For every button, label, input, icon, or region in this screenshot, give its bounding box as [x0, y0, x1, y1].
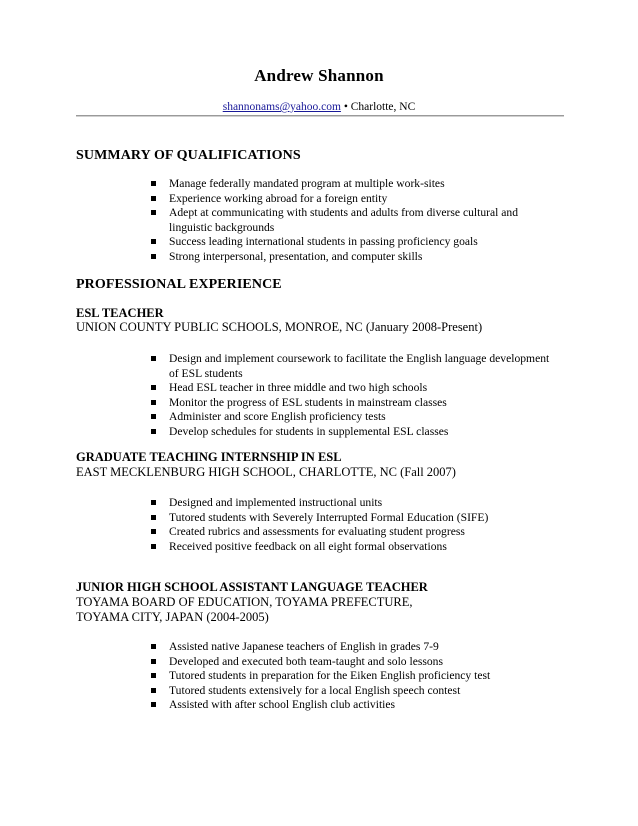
bullet-square-icon	[151, 529, 156, 534]
bullet-square-icon	[151, 500, 156, 505]
contact-line	[0, 101, 638, 113]
bullet-square-icon	[151, 544, 156, 549]
bullet-square-icon	[151, 644, 156, 649]
bullet-square-icon	[151, 239, 156, 244]
email-link[interactable]: shannonams@yahoo.com	[222, 101, 341, 113]
job-title: GRADUATE TEACHING INTERNSHIP IN ESL	[76, 450, 342, 464]
bullet-square-icon	[151, 181, 156, 186]
bullet-square-icon	[151, 400, 156, 405]
bullet-square-icon	[151, 659, 156, 664]
location: Charlotte, NC	[350, 101, 416, 113]
job-duties-list	[150, 352, 560, 440]
job-title: JUNIOR HIGH SCHOOL ASSISTANT LANGUAGE TEACHER	[76, 580, 428, 594]
summary-heading: SUMMARY OF QUALIFICATIONS	[76, 148, 301, 163]
job-duties-list	[150, 496, 560, 554]
job-title: ESL TEACHER	[76, 306, 164, 320]
list-item: Tutored students in preparation for the Eiken English proficiency test	[150, 669, 560, 684]
list-item: Designed and implemented instructional units	[150, 496, 560, 511]
list-item: Tutored students with Severely Interrupted Formal Education (SIFE)	[150, 511, 560, 526]
list-item: Received positive feedback on all eight formal observations	[150, 540, 560, 555]
candidate-name: Andrew Shannon	[254, 66, 384, 85]
bullet-square-icon	[151, 515, 156, 520]
bullet-square-icon	[151, 196, 156, 201]
bullet-square-icon	[151, 210, 156, 215]
list-item: Success leading international students in passing proficiency goals	[150, 235, 560, 250]
job-organization: TOYAMA BOARD OF EDUCATION, TOYAMA PREFECTURE,	[76, 595, 413, 609]
bullet-square-icon	[151, 414, 156, 419]
list-item: Monitor the progress of ESL students in mainstream classes	[150, 396, 560, 411]
bullet-square-icon	[151, 254, 156, 259]
experience-heading: PROFESSIONAL EXPERIENCE	[76, 277, 282, 292]
list-item: Assisted with after school English club activities	[150, 698, 560, 713]
bullet-square-icon	[151, 385, 156, 390]
list-item: Manage federally mandated program at multiple work-sites	[150, 177, 560, 192]
header-divider	[76, 115, 564, 117]
list-item: Head ESL teacher in three middle and two high schools	[150, 381, 560, 396]
list-item: Develop schedules for students in supplemental ESL classes	[150, 425, 560, 440]
job-organization: UNION COUNTY PUBLIC SCHOOLS, MONROE, NC (January 2008-Present)	[76, 320, 483, 334]
list-item: Assisted native Japanese teachers of English in grades 7-9	[150, 640, 560, 655]
list-item: Experience working abroad for a foreign entity	[150, 192, 560, 207]
list-item: Strong interpersonal, presentation, and computer skills	[150, 250, 560, 265]
job-duties-list	[150, 640, 560, 713]
list-item: Design and implement coursework to facilitate the English language development of ESL students	[150, 352, 560, 381]
job-organization: TOYAMA CITY, JAPAN (2004-2005)	[76, 610, 269, 624]
bullet-square-icon	[151, 356, 156, 361]
separator-dot: •	[343, 101, 348, 113]
list-item: Tutored students extensively for a local English speech contest	[150, 684, 560, 699]
bullet-square-icon	[151, 688, 156, 693]
list-item: Created rubrics and assessments for evaluating student progress	[150, 525, 560, 540]
list-item: Developed and executed both team-taught and solo lessons	[150, 655, 560, 670]
summary-list	[150, 177, 560, 265]
list-item: Administer and score English proficiency tests	[150, 410, 560, 425]
bullet-square-icon	[151, 702, 156, 707]
bullet-square-icon	[151, 429, 156, 434]
bullet-square-icon	[151, 673, 156, 678]
job-organization: EAST MECKLENBURG HIGH SCHOOL, CHARLOTTE, NC (Fall 2007)	[76, 465, 456, 479]
list-item: Adept at communicating with students and adults from diverse cultural and linguistic backgrounds	[150, 206, 560, 235]
